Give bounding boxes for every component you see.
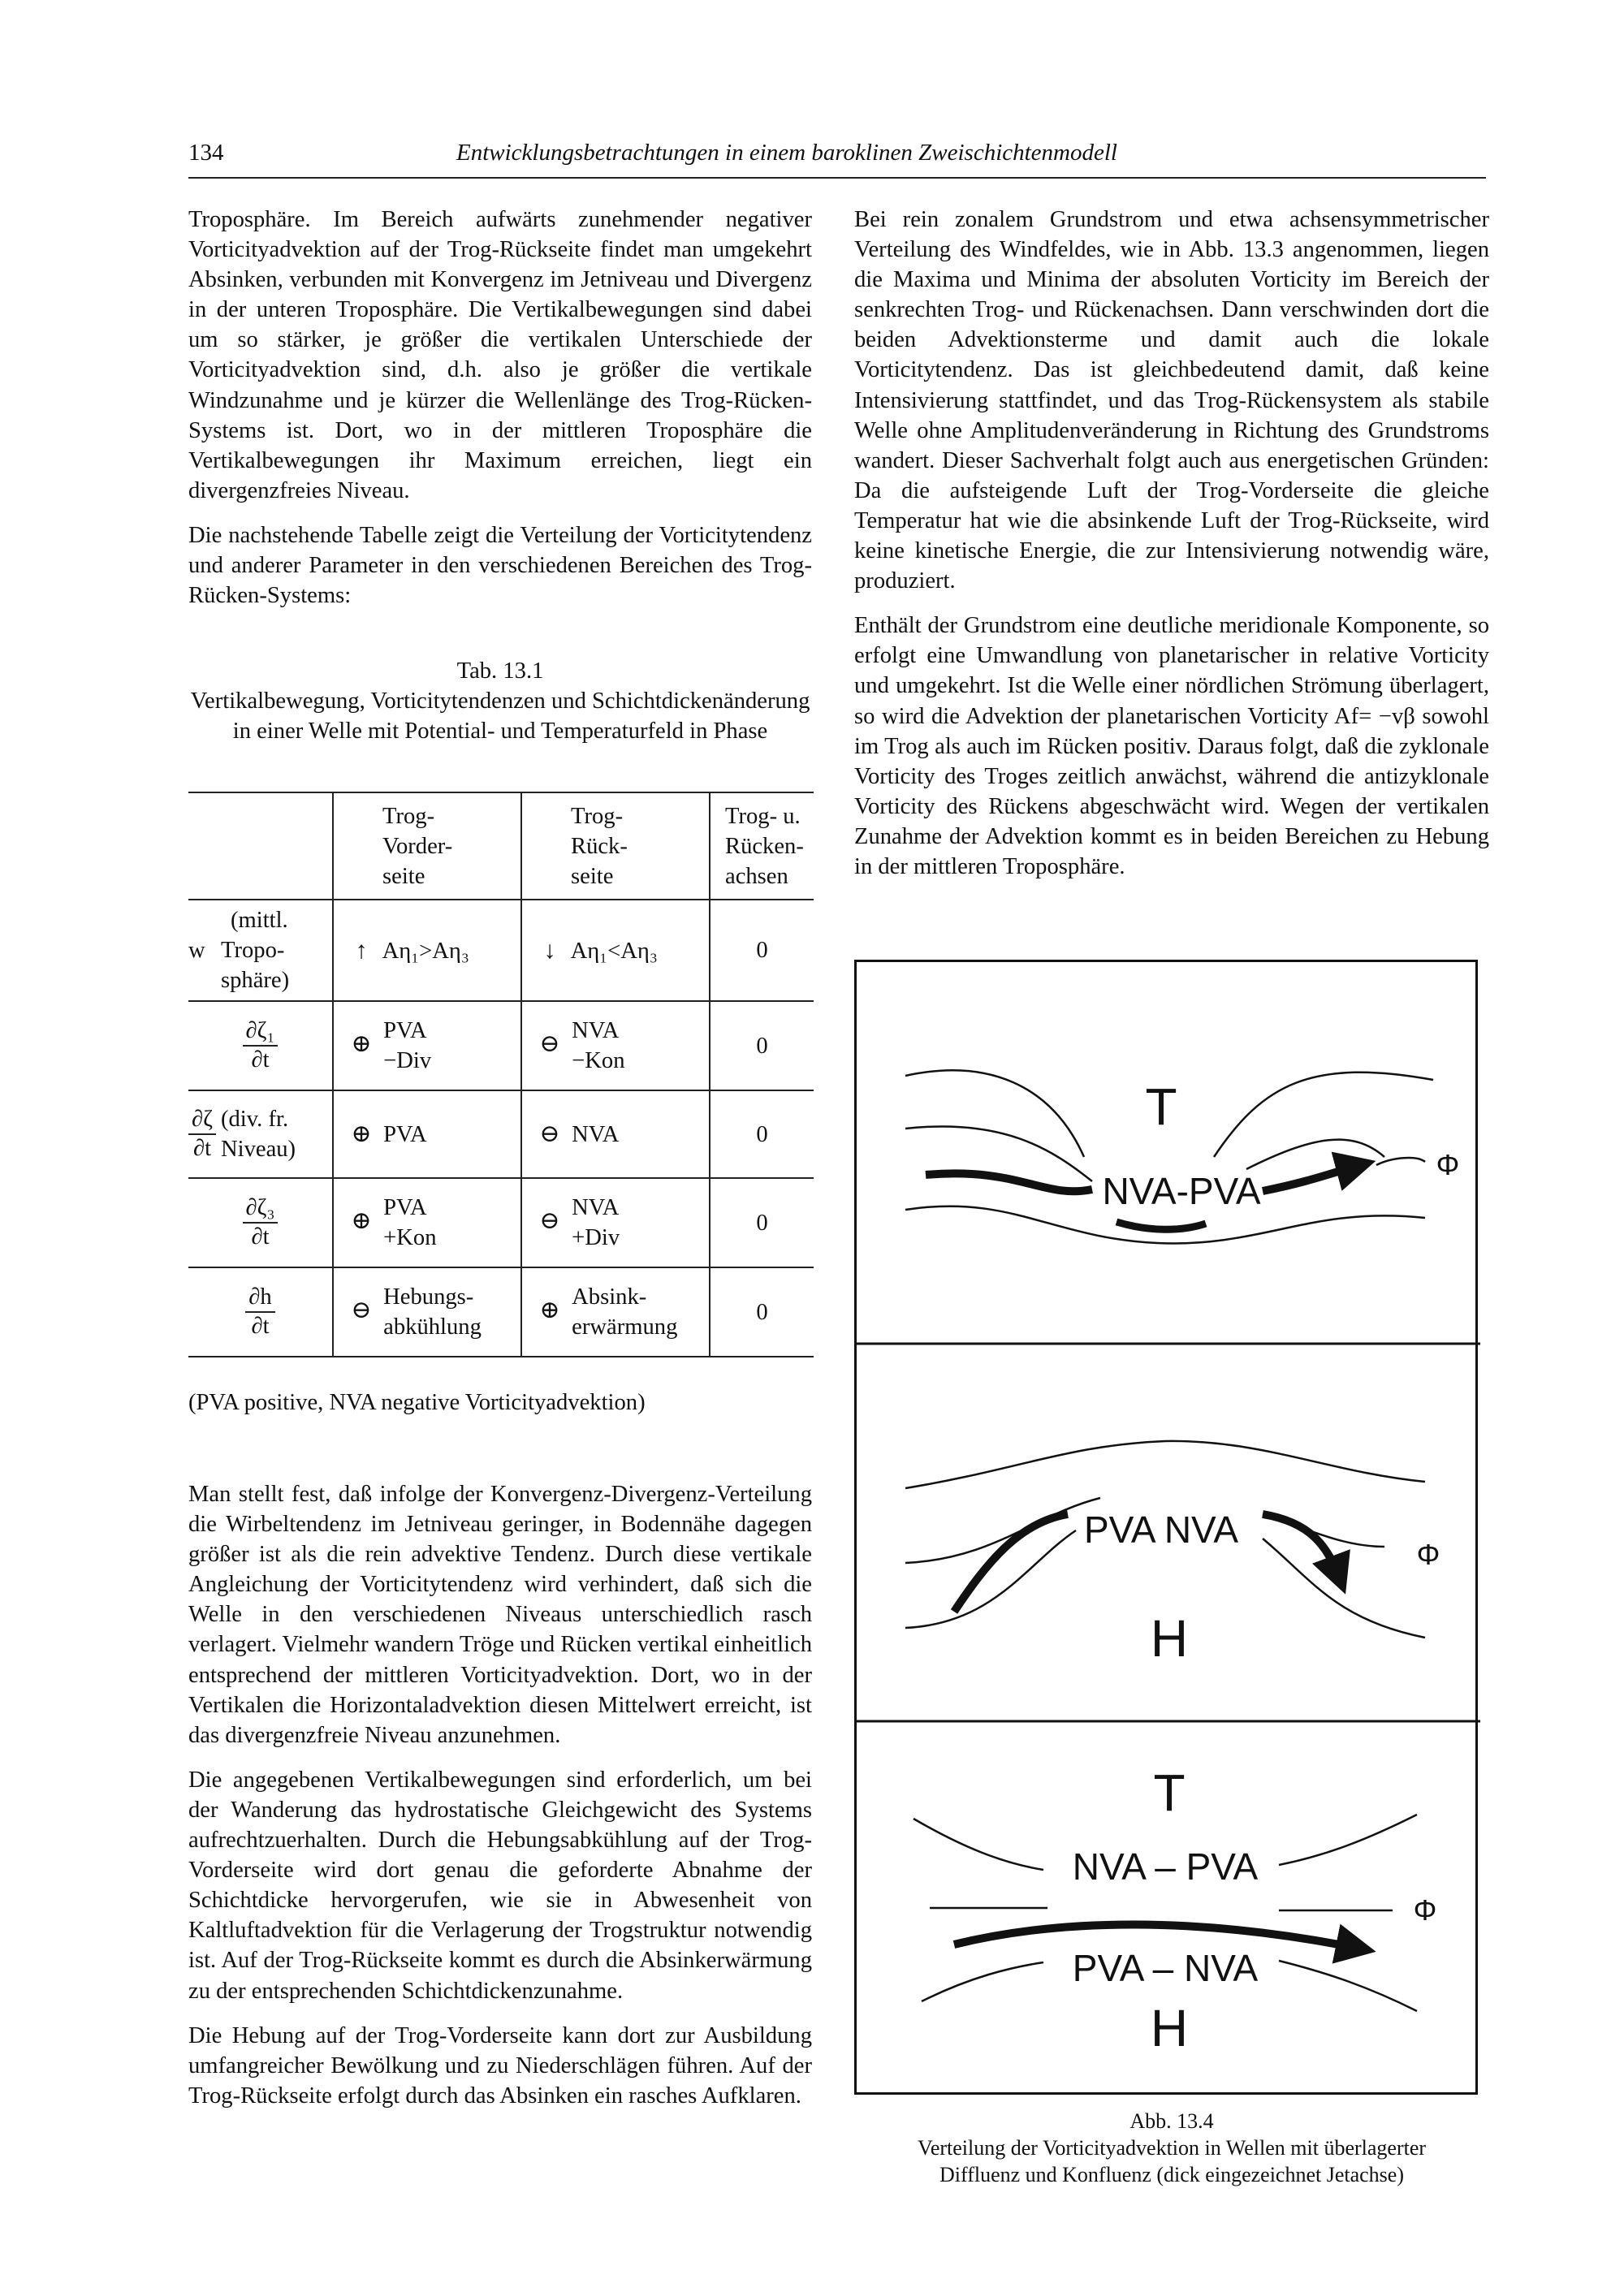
table-cell: ⊕ PVA bbox=[333, 1090, 521, 1178]
contour-line bbox=[922, 1962, 1043, 2001]
row-label: $\frac{\partial h}{\partial t}$ bbox=[188, 1267, 333, 1357]
label-ridge-H: H bbox=[1150, 1609, 1189, 1668]
figure-number: Abb. 13.4 bbox=[1129, 2109, 1214, 2133]
figure-13-4 bbox=[854, 960, 1478, 2095]
table-cell: 0 bbox=[710, 1267, 814, 1357]
table-row bbox=[188, 1001, 814, 1090]
table-cell: ⊕ Absink- erwärmung bbox=[521, 1267, 710, 1357]
label-nva-pva: NVA – PVA bbox=[1072, 1845, 1259, 1888]
label-trough-T: T bbox=[1153, 1763, 1186, 1822]
running-title: Entwicklungsbetrachtungen in einem baroklinen Zweischichtenmodell bbox=[456, 140, 1117, 166]
paragraph: Enthält der Grundstrom eine deutliche meridionale Komponente, so erfolgt eine Umwandlung von planetarischer in relative Vorticity und umgekehrt. Ist die Welle einer nördlichen Strömung überlagert, so wird die Advektion der planetarischen Vorticity Af= −vβ sowohl im Trog als auch im Rücken positiv. Daraus folgt, daß die zyklonale Vorticity des Troges zeitlich anwächst, während die antizyklonale Vorticity des Rückens abgeschwächt wird. Wegen der vertikalen Zunahme der Advektion kommt es in beiden Bereichen zu Hebung in der mittleren Troposphäre. bbox=[854, 613, 1489, 879]
figure-caption bbox=[854, 2108, 1489, 2188]
paragraph: Man stellt fest, daß infolge der Konvergenz-Divergenz-Verteilung die Wirbeltendenz im Jetniveau geringer, in Bodennähe dagegen größer ist als die rein advektive Tendenz. Durch diese vertikale Angleichung der Vorticitytendenz wird verhindert, daß sich die Welle in den verschiedenen Niveaus unterschiedlich rasch verlagert. Vielmehr wandern Tröge und Rücken vertikal einheitlich entsprechend der mittleren Vorticityadvektion. Dort, wo in der Vertikalen die Horizontaladvektion diesen Mittelwert erreicht, ist das divergenzfreie Niveau anzunehmen. bbox=[188, 1482, 812, 1748]
panel-2 bbox=[905, 1441, 1440, 1668]
table-legend: (PVA positive, NVA negative Vorticityadvektion) bbox=[188, 1390, 646, 1415]
table-cell: 0 bbox=[710, 1001, 814, 1090]
table-cell: ⊕ PVA +Kon bbox=[333, 1178, 521, 1267]
table-cell: ⊖ NVA +Div bbox=[521, 1178, 710, 1267]
table-cell: 0 bbox=[710, 1178, 814, 1267]
jet-arrow bbox=[1263, 1165, 1360, 1191]
label-pva-nva: PVA – NVA bbox=[1072, 1947, 1259, 1989]
figure-caption-line: Diffluenz und Konfluenz (dick eingezeichnet Jetachse) bbox=[939, 2163, 1404, 2186]
header-achsen: Trog- u. Rücken- achsen bbox=[710, 792, 814, 900]
jet-arrow bbox=[954, 1924, 1360, 1949]
contour-line bbox=[905, 1441, 1425, 1488]
figure-diagram bbox=[857, 962, 1480, 2097]
table-cell: ⊖ NVA bbox=[521, 1090, 710, 1178]
jet-arrow bbox=[1263, 1514, 1340, 1579]
table-number: Tab. 13.1 bbox=[456, 658, 544, 684]
table-cell: ↑ Aη₁>Aη₃ bbox=[333, 900, 521, 1001]
row-label: $\frac{\text{∂ζ₁}}{\partial t}$ bbox=[188, 1001, 333, 1090]
table-caption-text: Vertikalbewegung, Vorticitytendenzen und Schichtdickenänderung in einer Welle mit Potential- und Temperaturfeld in Phase bbox=[190, 688, 810, 745]
page-number: 134 bbox=[188, 140, 224, 166]
label-nva-pva: NVA-PVA bbox=[1102, 1170, 1261, 1212]
jet-axis bbox=[954, 1514, 1068, 1612]
table-cell: 0 bbox=[710, 1090, 814, 1178]
table-cell: ↓ Aη₁<Aη₃ bbox=[521, 900, 710, 1001]
left-column bbox=[188, 205, 812, 625]
contour-line bbox=[1214, 1073, 1433, 1157]
paragraph: Troposphäre. Im Bereich aufwärts zunehmender negativer Vorticityadvektion auf der Trog-Rückseite findet man umgekehrt Absinken, verbunden mit Konvergenz im Jetniveau und Divergenz in der unteren Troposphäre. Die Vertikalbewegungen sind dabei um so stärker, je größer die vertikalen Unterschiede der Vorticityadvektion sind, d.h. also je größer die vertikale Windzunahme und je kürzer die Wellenlänge des Trog-Rücken-Systems ist. Dort, wo in der mittleren Troposphäre die Vertikalbewegungen ihr Maximum erreichen, liegt ein divergenzfreies Niveau. bbox=[188, 207, 812, 503]
phi-icon: Φ bbox=[1416, 1538, 1440, 1571]
label-pva-nva: PVA NVA bbox=[1083, 1509, 1239, 1551]
header-trog-vorderseite: Trog- Vorder- seite bbox=[333, 792, 521, 900]
label-ridge-H: H bbox=[1150, 1999, 1189, 2057]
right-column bbox=[854, 205, 1489, 896]
left-column-continued bbox=[188, 1479, 812, 2126]
contour-line bbox=[1246, 1140, 1384, 1169]
contour-line bbox=[1263, 1539, 1425, 1638]
header-rule bbox=[188, 177, 1486, 179]
paragraph: Bei rein zonalem Grundstrom und etwa achsensymmetrischer Verteilung des Windfeldes, wie in Abb. 13.3 angenommen, liegen die Maxima und Minima der absoluten Vorticity im Bereich der senkrechten Trog- und Rückenachsen. Dann verschwinden dort die beiden Advektionsterme und damit auch die lokale Vorticitytendenz. Das ist gleichbedeutend damit, daß keine Intensivierung stattfindet, und das Trog-Rückensystem als stabile Welle ohne Amplitudenveränderung in Richtung des Grundstroms wandert. Dieser Sachverhalt folgt auch aus energetischen Gründen: Da die aufsteigende Luft der Trog-Vorderseite die gleiche Temperatur hat wie die absinkende Luft der Trog-Rückseite, wird keine kinetische Energie, die zur Intensivierung notwendig wäre, produziert. bbox=[854, 207, 1489, 594]
row-label: $\frac{\partial\zeta}{\partial t}$ (div. fr. Niveau) bbox=[188, 1090, 333, 1178]
vorticity-table bbox=[188, 792, 814, 1357]
table-caption bbox=[188, 656, 812, 746]
table-cell: 0 bbox=[710, 900, 814, 1001]
figure-caption-line: Verteilung der Vorticityadvektion in Wellen mit überlagerter bbox=[917, 2136, 1427, 2160]
contour-line bbox=[905, 1070, 1084, 1157]
row-label: $\frac{\text{∂ζ₃}}{\partial t}$ bbox=[188, 1178, 333, 1267]
contour-line bbox=[1376, 1158, 1425, 1165]
label-trough-T: T bbox=[1145, 1077, 1177, 1136]
panel-1 bbox=[905, 1070, 1459, 1243]
panel-3 bbox=[914, 1763, 1436, 2057]
paragraph: Die angegebenen Vertikalbewegungen sind erforderlich, um bei der Wanderung das hydrostatische Gleichgewicht des Systems aufrechtzuerhalten. Durch die Hebungsabkühlung auf der Trog-Vorderseite wird dort genau die geforderte Abnahme der Schichtdicke hervorgerufen, wie sie in Abwesenheit von Kaltluftadvektion für die Verlagerung der Trogstruktur notwendig ist. Auf der Trog-Rückseite kommt es durch die Absinkerwärmung zu der entsprechenden Schichtdickenzunahme. bbox=[188, 1767, 812, 2004]
table-row bbox=[188, 1178, 814, 1267]
contour-line bbox=[1279, 1961, 1417, 2011]
table-cell: ⊖ NVA −Kon bbox=[521, 1001, 710, 1090]
phi-icon: Φ bbox=[1413, 1893, 1437, 1927]
table-row bbox=[188, 900, 814, 1001]
table-cell: ⊕ PVA −Div bbox=[333, 1001, 521, 1090]
paragraph: Die nachstehende Tabelle zeigt die Verteilung der Vorticitytendenz und anderer Parameter in den verschiedenen Bereichen des Trog-Rücken-Systems: bbox=[188, 522, 812, 609]
contour-line bbox=[914, 1819, 1043, 1870]
paragraph: Die Hebung auf der Trog-Vorderseite kann dort zur Ausbildung umfangreicher Bewölkung und zu Niederschlägen führen. Auf der Trog-Rückseite erfolgt durch das Absinken ein rasches Aufklaren. bbox=[188, 2022, 812, 2109]
contour-line bbox=[1279, 1815, 1417, 1865]
phi-icon: Φ bbox=[1436, 1148, 1460, 1181]
table-cell: ⊖ Hebungs- abkühlung bbox=[333, 1267, 521, 1357]
jet-axis-trough bbox=[1116, 1222, 1206, 1229]
table-row bbox=[188, 1267, 814, 1357]
header-trog-rueckseite: Trog- Rück- seite bbox=[521, 792, 710, 900]
page-header bbox=[188, 140, 1618, 172]
row-label: w (mittl. Tropo- sphäre) bbox=[188, 900, 333, 1001]
table-header-row bbox=[188, 792, 814, 900]
jet-axis bbox=[926, 1173, 1092, 1191]
table-row bbox=[188, 1090, 814, 1178]
